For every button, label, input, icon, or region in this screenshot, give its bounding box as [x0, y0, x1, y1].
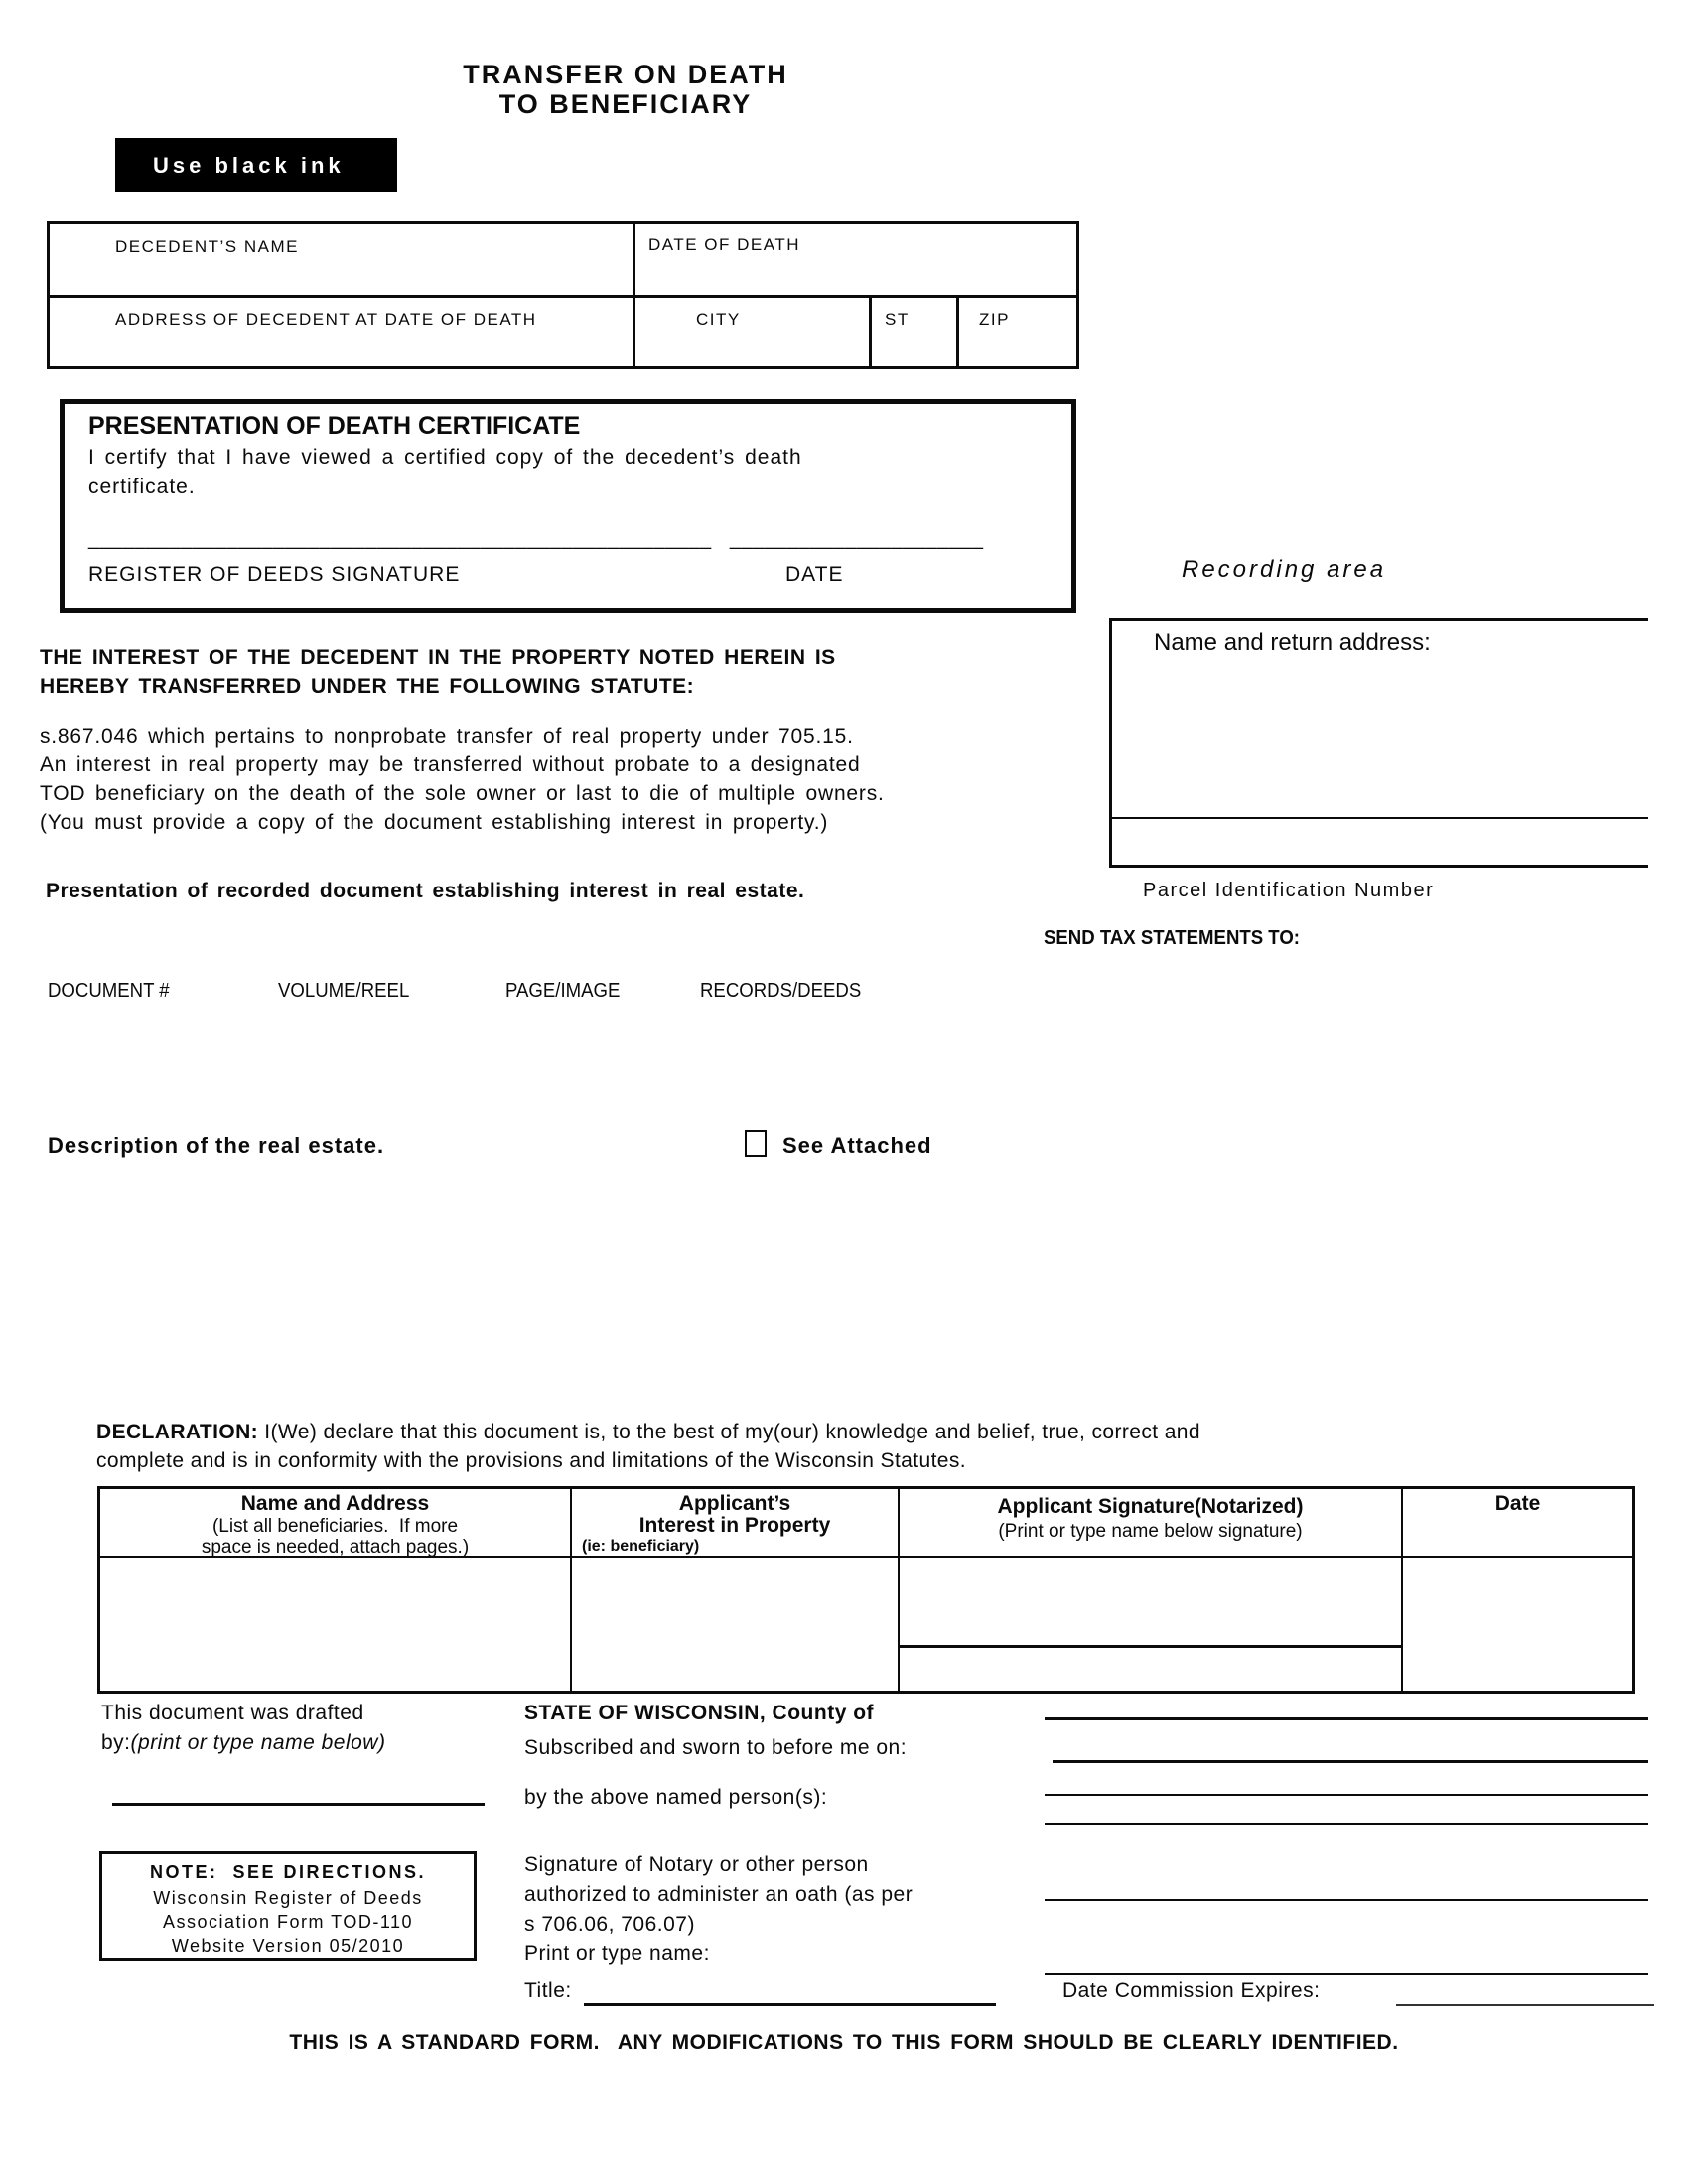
page-image-label: PAGE/IMAGE	[505, 980, 621, 1002]
state-label: ST	[885, 310, 910, 329]
drafted-by-line1: This document was drafted	[101, 1702, 364, 1724]
statute-body-line3: TOD beneficiary on the death of the sole owner or last to die of multiple owners.	[40, 782, 885, 805]
parcel-number-field[interactable]	[1112, 819, 1648, 865]
declaration-intro-rest: I(We) declare that this document is, to the best of my(our) knowledge and belief, true, correct and	[258, 1421, 1200, 1443]
col-signature-header: Applicant Signature(Notarized)	[997, 1495, 1304, 1518]
drafted-by-line2	[101, 1731, 385, 1755]
col-name-address-sub1: (List all beneficiaries. If more	[211, 1516, 459, 1537]
death-certificate-body-line1: I certify that I have viewed a certified copy of the decedent’s death	[88, 446, 802, 469]
send-tax-statements-label: SEND TAX STATEMENTS TO:	[1044, 927, 1301, 949]
drafted-by-signature-line[interactable]	[112, 1803, 485, 1806]
notary-signature-label-line1: Signature of Notary or other person	[524, 1853, 869, 1876]
notary-printed-name-fill-line[interactable]	[1045, 1973, 1648, 1975]
col-interest-header1: Applicant’s	[678, 1492, 791, 1515]
commission-expires-fill-line[interactable]	[1396, 2004, 1654, 2006]
decedent-name-label: DECEDENT’S NAME	[115, 237, 299, 256]
named-person-fill-line2[interactable]	[1045, 1823, 1648, 1825]
named-person-fill-line1[interactable]	[1045, 1794, 1648, 1796]
form-title-line2: TO BENEFICIARY	[498, 89, 753, 119]
note-box	[99, 1851, 477, 1961]
date-of-death-label: DATE OF DEATH	[648, 235, 800, 254]
statute-heading-line2: HEREBY TRANSFERRED UNDER THE FOLLOWING STATUTE:	[40, 675, 695, 698]
decedent-name-field[interactable]	[50, 224, 633, 295]
commission-expires-label: Date Commission Expires:	[1062, 1979, 1321, 2002]
applicant-printed-name-cell[interactable]	[900, 1648, 1401, 1691]
beneficiary-name-address-cell[interactable]	[100, 1558, 570, 1691]
state-county-label: STATE OF WISCONSIN, County of	[524, 1702, 875, 1724]
real-estate-description-area[interactable]	[48, 1176, 1587, 1405]
form-title-line1: TRANSFER ON DEATH	[463, 60, 788, 89]
address-label: ADDRESS OF DECEDENT AT DATE OF DEATH	[115, 310, 537, 329]
real-estate-description-label: Description of the real estate.	[48, 1133, 385, 1158]
col-signature-sub: (Print or type name below signature)	[998, 1521, 1303, 1542]
parcel-id-label: Parcel Identification Number	[1143, 880, 1435, 901]
recording-box-bottom-border	[1109, 865, 1648, 868]
col-date-header: Date	[1494, 1492, 1541, 1515]
use-black-ink-label: Use black ink	[153, 153, 345, 178]
death-certificate-heading: PRESENTATION OF DEATH CERTIFICATE	[88, 412, 581, 440]
recorded-document-label: Presentation of recorded document establishing interest in real estate.	[46, 880, 805, 902]
recording-area-label: Recording area	[1182, 556, 1387, 583]
notary-signature-label-line3: s 706.06, 706.07)	[524, 1913, 695, 1936]
col-interest-sub: (ie: beneficiary)	[582, 1538, 700, 1555]
print-name-label: Print or type name:	[524, 1942, 710, 1965]
death-certificate-box	[60, 399, 1076, 613]
zip-label: ZIP	[979, 310, 1010, 329]
interest-in-property-cell[interactable]	[572, 1558, 898, 1691]
note-line2: Wisconsin Register of Deeds	[153, 1888, 423, 1908]
volume-reel-label: VOLUME/REEL	[278, 980, 410, 1002]
city-label: CITY	[696, 310, 741, 329]
drafted-by-italic: (print or type name below)	[130, 1731, 386, 1754]
sworn-date-fill-line[interactable]	[1053, 1760, 1648, 1763]
statute-body-line2: An interest in real property may be transferred without probate to a designated	[40, 753, 861, 776]
see-attached-label: See Attached	[782, 1133, 932, 1158]
county-fill-line[interactable]	[1045, 1717, 1648, 1720]
statute-heading-line1: THE INTEREST OF THE DECEDENT IN THE PROPERTY NOTED HEREIN IS	[40, 646, 836, 669]
state-field[interactable]	[872, 298, 956, 366]
drafted-by-prefix: by:	[101, 1731, 131, 1754]
col-name-address-sub2: space is needed, attach pages.)	[201, 1537, 470, 1558]
col-interest-header2: Interest in Property	[638, 1514, 831, 1537]
notary-signature-fill-line[interactable]	[1045, 1899, 1648, 1901]
subscribed-label: Subscribed and sworn to before me on:	[524, 1736, 908, 1759]
declaration-table	[97, 1486, 1635, 1694]
declaration-intro-line1	[96, 1421, 1200, 1444]
by-person-label: by the above named person(s):	[524, 1786, 828, 1809]
col-name-address-header: Name and Address	[240, 1492, 430, 1515]
death-certificate-body-line2: certificate.	[88, 476, 196, 498]
title-label: Title:	[524, 1979, 572, 2002]
title-fill-line[interactable]	[584, 2003, 996, 2006]
use-black-ink-badge	[115, 138, 397, 192]
date-cell[interactable]	[1403, 1558, 1632, 1691]
note-line1: NOTE: SEE DIRECTIONS.	[149, 1862, 427, 1882]
return-address-label: Name and return address:	[1154, 629, 1431, 656]
note-line3: Association Form TOD-110	[162, 1912, 414, 1932]
see-attached-checkbox[interactable]	[745, 1130, 767, 1157]
declaration-intro-line2: complete and is in conformity with the provisions and limitations of the Wisconsin Statutes.	[96, 1449, 967, 1472]
decedent-address-field[interactable]	[50, 298, 633, 366]
register-signature-line[interactable]: ______________________________________________________ ______________________	[88, 528, 984, 550]
applicant-signature-cell[interactable]	[900, 1558, 1401, 1645]
note-line4: Website Version 05/2010	[171, 1936, 405, 1956]
register-date-label: DATE	[785, 563, 844, 586]
notary-signature-label-line2: authorized to administer an oath (as per	[524, 1883, 914, 1906]
city-field[interactable]	[635, 298, 869, 366]
standard-form-footer: THIS IS A STANDARD FORM. ANY MODIFICATIONS TO THIS FORM SHOULD BE CLEARLY IDENTIFIED.	[289, 2031, 1399, 2054]
declaration-intro-bold: DECLARATION:	[96, 1421, 259, 1443]
statute-body-line4: (You must provide a copy of the document establishing interest in property.)	[40, 811, 829, 834]
zip-field[interactable]	[959, 298, 1076, 366]
records-deeds-label: RECORDS/DEEDS	[700, 980, 862, 1002]
register-signature-label: REGISTER OF DEEDS SIGNATURE	[88, 563, 461, 586]
statute-body-line1: s.867.046 which pertains to nonprobate transfer of real property under 705.15.	[40, 725, 854, 748]
document-number-label: DOCUMENT #	[48, 980, 170, 1002]
decedent-table	[47, 221, 1079, 369]
